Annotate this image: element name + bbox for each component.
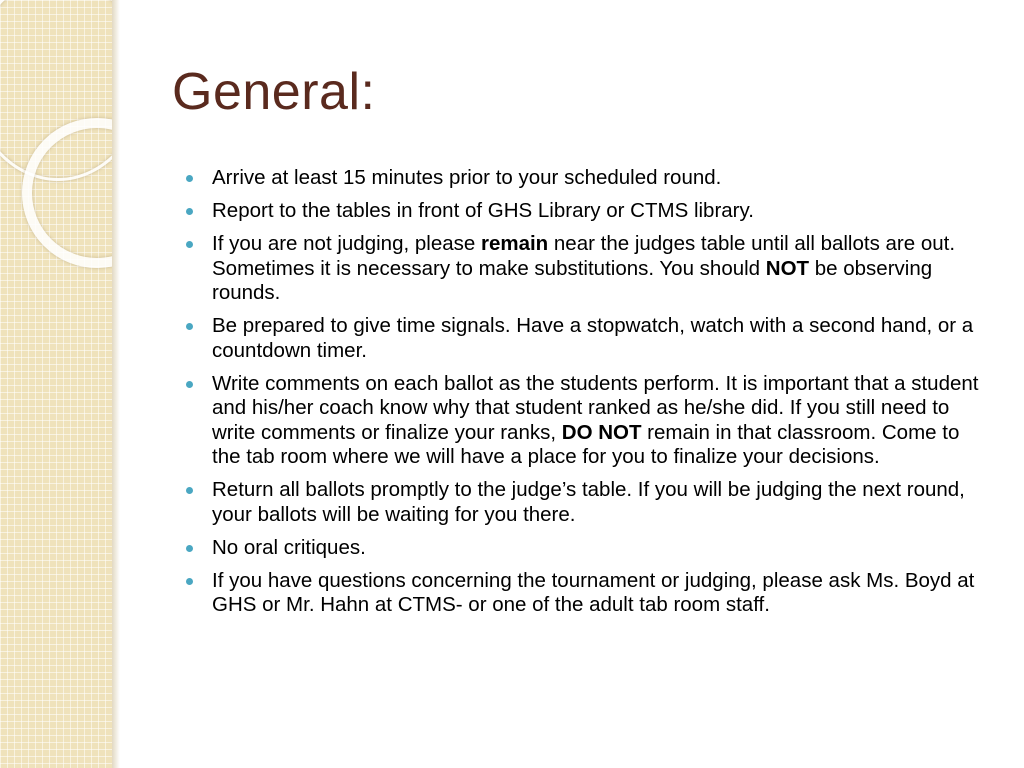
bullet-emphasis: remain <box>480 232 549 255</box>
bullet-emphasis: DO NOT <box>561 420 642 444</box>
decorative-side-band <box>0 0 112 768</box>
bullet-item <box>186 372 986 470</box>
bullet-text: If you are not judging, please <box>212 232 481 255</box>
bullet-dot-icon <box>186 381 193 388</box>
bullet-text: Write comments on each ballot as the students perform. It is important that a student and his/her coach know why that student ranked as he/she did. If you still need to write comments or finalize your ranks, <box>212 371 979 444</box>
bullet-dot-icon <box>186 545 193 552</box>
bullet-text: Be prepared to give time signals. Have a stopwatch, watch with a second hand, or a countdown timer. <box>212 314 974 362</box>
bullet-dot-icon <box>186 241 193 248</box>
bullet-text: Arrive at least 15 minutes prior to your scheduled round. <box>212 166 722 189</box>
bullet-item <box>186 232 986 306</box>
bullet-text: If you have questions concerning the tournament or judging, please ask Ms. Boyd at GHS or Mr. Hahn at CTMS- or one of the adult tab room staff. <box>212 568 975 616</box>
bullet-text: No oral critiques. <box>212 535 366 559</box>
bullet-text: remain in that classroom. Come to the tab room where we will have a place for you to finalize your decisions. <box>212 420 960 468</box>
bullet-dot-icon <box>186 323 193 330</box>
slide-title: General: <box>172 63 376 121</box>
bullet-emphasis: NOT <box>765 256 810 280</box>
bullet-item <box>186 314 986 363</box>
bullet-item <box>186 199 986 224</box>
side-band-shadow <box>112 0 120 768</box>
bullet-list <box>186 166 986 626</box>
bullet-item <box>186 569 986 618</box>
bullet-item <box>186 478 986 527</box>
bullet-dot-icon <box>186 208 193 215</box>
bullet-item <box>186 536 986 561</box>
bullet-dot-icon <box>186 175 193 182</box>
bullet-item <box>186 166 986 191</box>
bullet-text: be observing rounds. <box>212 256 933 304</box>
bullet-dot-icon <box>186 578 193 585</box>
bullet-dot-icon <box>186 487 193 494</box>
bullet-text: Return all ballots promptly to the judge’s table. If you will be judging the next round, your ballots will be waiting for you there. <box>212 478 965 526</box>
bullet-text: near the judges table until all ballots are out. Sometimes it is necessary to make substitutions. You should <box>212 232 956 280</box>
bullet-text: Report to the tables in front of GHS Library or CTMS library. <box>212 199 754 222</box>
